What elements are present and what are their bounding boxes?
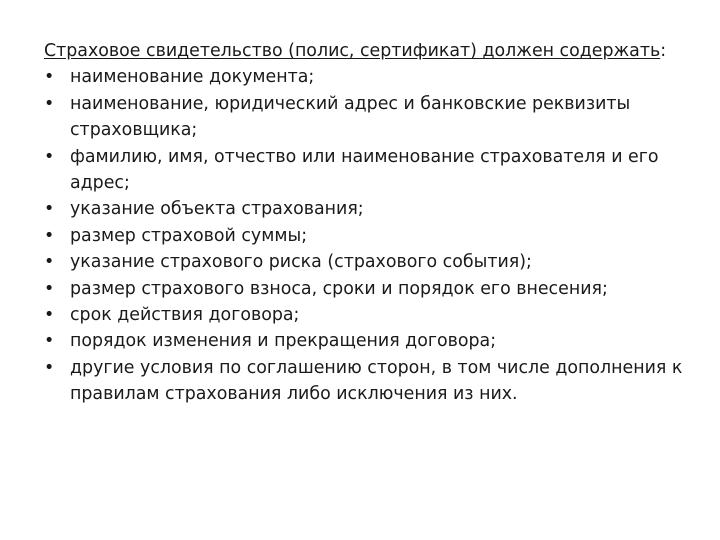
list-item [44,223,694,249]
list-item [44,302,694,328]
list-item-text: указание объекта страхования; [70,199,364,220]
slide-heading [44,38,694,64]
list-item-text: указание страхового риска (страхового события); [70,252,532,273]
bullet-icon: • [44,93,55,114]
bullet-icon: • [44,357,55,378]
list-item-text: другие условия по соглашению сторон, в том числе дополнения к правилам страхования либо исключения из них. [70,357,683,405]
list-item [44,91,694,144]
list-item-text: размер страхового взноса, сроки и порядок его внесения; [70,278,608,299]
bullet-icon: • [44,305,55,326]
list-item [44,328,694,354]
bullet-icon: • [44,146,55,167]
list-item [44,355,694,408]
list-item-text: фамилию, имя, отчество или наименование страхователя и его адрес; [70,146,659,194]
slide-content [44,38,694,408]
list-item-text: порядок изменения и прекращения договора; [70,331,497,352]
list-item-text: наименование документа; [70,67,315,88]
bullet-icon: • [44,67,55,88]
list-item [44,144,694,197]
list-item-text: размер страховой суммы; [70,225,308,246]
requirements-list [44,64,694,407]
list-item [44,276,694,302]
list-item [44,249,694,275]
heading-text: Страховое свидетельство (полис, сертификат) должен содержать [44,41,661,61]
bullet-icon: • [44,225,55,246]
bullet-icon: • [44,331,55,352]
list-item [44,64,694,90]
bullet-icon: • [44,252,55,273]
bullet-icon: • [44,199,55,220]
bullet-icon: • [44,278,55,299]
list-item-text: срок действия договора; [70,305,300,326]
heading-colon: : [660,41,667,61]
list-item-text: наименование, юридический адрес и банковские реквизиты страховщика; [70,93,631,141]
list-item [44,196,694,222]
